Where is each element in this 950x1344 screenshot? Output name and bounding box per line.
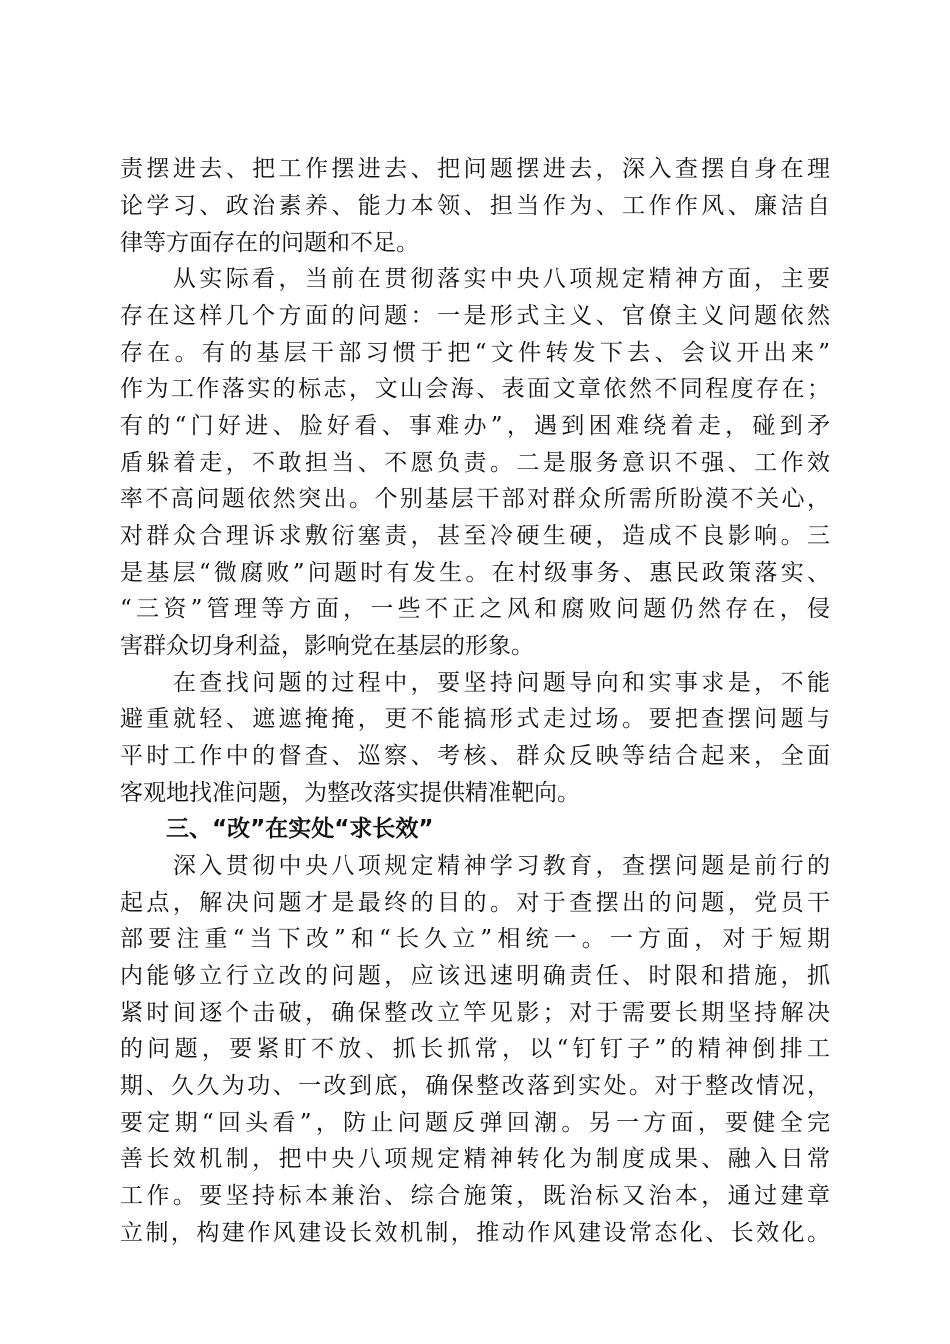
paragraph-line: 平时工作中的督查、巡察、考核、群众反映等结合起来，全面 (120, 743, 830, 769)
paragraph-line: 在查找问题的过程中，要坚持问题导向和实事求是，不能 (120, 670, 830, 696)
paragraph-line: 紧时间逐个击破，确保整改立竿见影；对于需要长期坚持解决 (120, 1000, 830, 1026)
paragraph-line: 害群众切身利益，影响党在基层的形象。 (120, 633, 534, 659)
paragraph-line: 要定期“回头看”，防止问题反弹回潮。另一方面，要健全完 (120, 1110, 830, 1136)
paragraph-line: 的问题，要紧盯不放、抓长抓常，以“钉钉子”的精神倒排工 (120, 1036, 830, 1062)
paragraph-line: 从实际看，当前在贯彻落实中央八项规定精神方面，主要 (120, 266, 830, 292)
paragraph-line: 客观地找准问题，为整改落实提供精准靶向。 (120, 780, 580, 806)
paragraph-line: 论学习、政治素养、能力本领、担当作为、工作作风、廉洁自 (120, 193, 830, 219)
paragraph-line: 起点，解决问题才是最终的目的。对于查摆出的问题，党员干 (120, 890, 830, 916)
paragraph-line: 有的“门好进、脸好看、事难办”，遇到困难绕着走，碰到矛 (120, 413, 830, 439)
paragraph-line: 存在这样几个方面的问题：一是形式主义、官僚主义问题依然 (120, 303, 830, 329)
paragraph-line: 善长效机制，把中央八项规定精神转化为制度成果、融入日常 (120, 1146, 830, 1172)
paragraph-line: 避重就轻、遮遮掩掩，更不能搞形式走过场。要把查摆问题与 (120, 706, 830, 732)
paragraph-line: 率不高问题依然突出。个别基层干部对群众所需所盼漠不关心， (120, 486, 830, 512)
paragraph-line: 工作。要坚持标本兼治、综合施策，既治标又治本，通过建章 (120, 1183, 830, 1209)
paragraph-line: 部要注重“当下改”和“长久立”相统一。一方面，对于短期 (120, 926, 830, 952)
paragraph-line: 立制，构建作风建设长效机制，推动作风建设常态化、长效化。 (120, 1220, 830, 1246)
paragraph-line: 律等方面存在的问题和不足。 (120, 230, 419, 256)
paragraph-line: 责摆进去、把工作摆进去、把问题摆进去，深入查摆自身在理 (120, 156, 830, 182)
paragraph-line: “三资”管理等方面，一些不正之风和腐败问题仍然存在，侵 (120, 596, 830, 622)
paragraph-line: 对群众合理诉求敷衍塞责，甚至冷硬生硬，造成不良影响。三 (120, 523, 830, 549)
paragraph-line: 作为工作落实的标志，文山会海、表面文章依然不同程度存在； (120, 376, 830, 402)
paragraph-line: 存在。有的基层干部习惯于把“文件转发下去、会议开出来” (120, 340, 830, 366)
paragraph-line: 深入贯彻中央八项规定精神学习教育，查摆问题是前行的 (120, 853, 830, 879)
section-heading: 三、“改”在实处“求长效” (120, 816, 434, 842)
paragraph-line: 盾躲着走，不敢担当、不愿负责。二是服务意识不强、工作效 (120, 450, 830, 476)
paragraph-line: 内能够立行立改的问题，应该迅速明确责任、时限和措施，抓 (120, 963, 830, 989)
paragraph-line: 是基层“微腐败”问题时有发生。在村级事务、惠民政策落实、 (120, 560, 830, 586)
paragraph-line: 期、久久为功、一改到底，确保整改落到实处。对于整改情况， (120, 1073, 830, 1099)
